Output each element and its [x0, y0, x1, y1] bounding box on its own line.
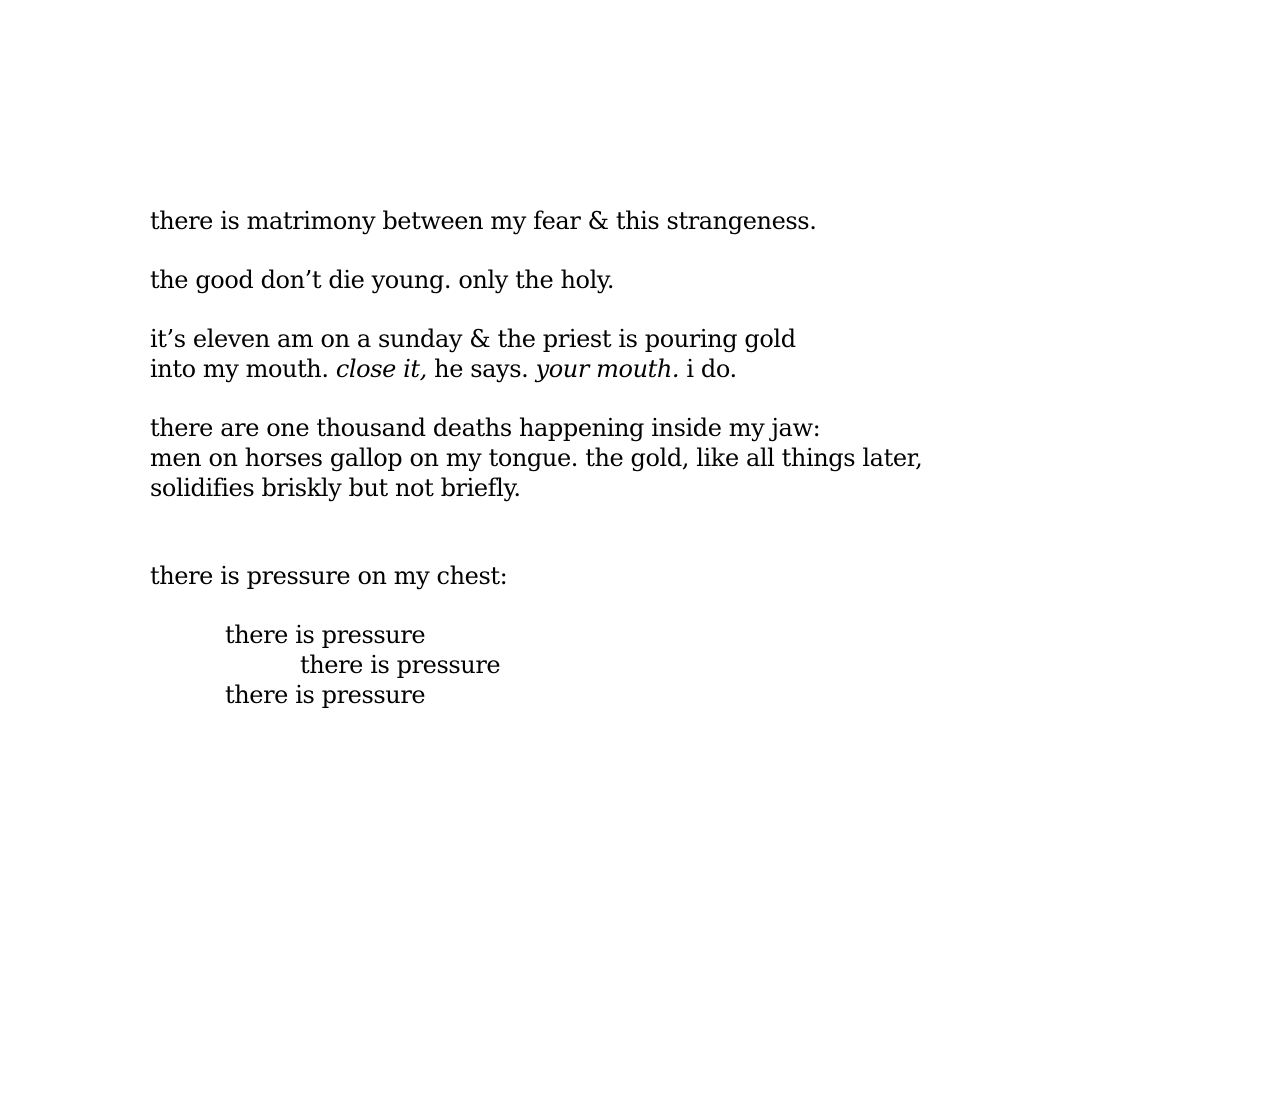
stanza-3: [150, 324, 1130, 384]
poem-line: men on horses gallop on my tongue. the gold, like all things later,: [150, 444, 923, 472]
stanza-2: [150, 265, 1130, 295]
poem-line: the good don’t die young. only the holy.: [150, 266, 615, 294]
poem-line-indented: there is pressure: [225, 621, 426, 649]
poem-text: i do.: [679, 355, 737, 383]
poem-line-mixed: [150, 354, 1130, 384]
poem-line: it’s eleven am on a sunday & the priest is pouring gold: [150, 325, 796, 353]
poem-italic-text: close it,: [335, 355, 427, 383]
stanza-4: [150, 413, 1130, 503]
poem-line-double-indented: there is pressure: [300, 651, 501, 679]
poem-body: [150, 206, 1130, 739]
stanza-1: [150, 206, 1130, 236]
poem-text: into my mouth.: [150, 355, 336, 383]
poem-line-indented: there is pressure: [225, 681, 426, 709]
poem-text: he says.: [426, 355, 536, 383]
poem-line: solidifies briskly but not briefly.: [150, 474, 521, 502]
poem-line: there is pressure on my chest:: [150, 562, 508, 590]
poem-line: there is matrimony between my fear & this strangeness.: [150, 207, 817, 235]
stanza-6: [150, 620, 1130, 710]
poem-italic-text: your mouth.: [535, 355, 680, 383]
poem-line: there are one thousand deaths happening inside my jaw:: [150, 414, 821, 442]
stanza-5: [150, 561, 1130, 591]
